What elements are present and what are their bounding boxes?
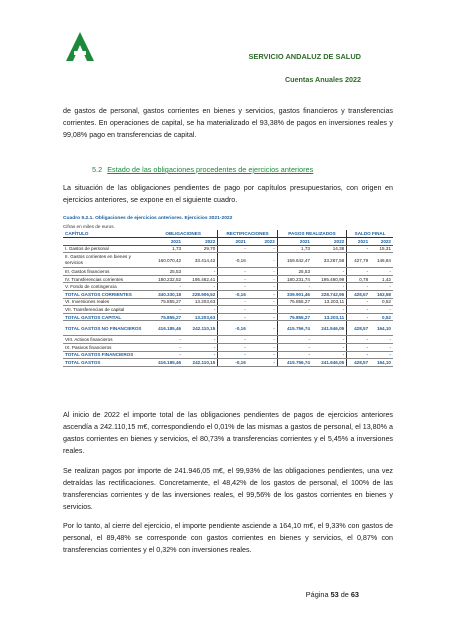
table-cell: 0,78 [347, 275, 370, 283]
table-cell: - [312, 336, 347, 344]
table-cell: - [183, 268, 218, 276]
table-cell: 416.185,46 [149, 321, 183, 336]
table-cell: 0,52 [370, 298, 393, 306]
section-number: 5.2 [92, 165, 103, 174]
table-cell: 241.946,05 [312, 321, 347, 336]
table-cell: 339.901,46 [277, 291, 312, 299]
paragraph-summary-initial: Al inicio de 2022 el importe total de las obligaciones pendientes de pagos de ejercicios anteriores ascendía a 242.110,15 m€, correspondiendo el 0,01% de las mismas a gastos de personal, el 13,80% a gastos corrientes en bienes y servicios, el 80,73% a transferencias corrientes y el 5,45% a inversiones reales. [63, 411, 393, 455]
table-cell: - [248, 275, 278, 283]
table-cell: 29,70 [183, 245, 218, 253]
table-cell: - [218, 313, 248, 321]
table-cell: - [347, 268, 370, 276]
table-total-row [63, 291, 393, 299]
table-total-row [63, 313, 393, 321]
table-cell: 242.110,15 [183, 359, 218, 367]
table-row [63, 275, 393, 283]
table-cell: - [218, 245, 248, 253]
row-label: II. Gastos corrientes en bienes y servicios [63, 253, 149, 268]
table-cell: - [248, 253, 278, 268]
table-cell: 14,38 [312, 245, 347, 253]
table-caption: Cuadro 5.2.1. Obligaciones de ejercicios anteriores. Ejercicios 2021-2022 [63, 216, 233, 221]
table-cell: 428,57 [347, 291, 370, 299]
table-cell: - [183, 283, 218, 291]
table-cell: - [347, 351, 370, 359]
table-cell: - [218, 283, 248, 291]
table-cell: 180.231,74 [277, 275, 312, 283]
row-label: IX. Pasivos financieros [63, 344, 149, 352]
row-label: TOTAL GASTOS [63, 359, 149, 367]
table-cell: 33.414,42 [183, 253, 218, 268]
table-cell: - [248, 283, 278, 291]
table-cell: - [218, 268, 248, 276]
year-header: 2021 [277, 238, 312, 246]
table-cell: 13.203,11 [312, 313, 347, 321]
paragraph-intro: La situación de las obligaciones pendientes de pago por capítulos presupuestarios, con origen en ejercicios anteriores, se expone en el siguiente cuadro. [63, 184, 393, 204]
table-cell: 195.460,99 [312, 275, 347, 283]
header-report: Cuentas Anuales 2022 [284, 75, 361, 84]
table-cell: - [370, 344, 393, 352]
table-cell: 228.906,52 [183, 291, 218, 299]
row-label: TOTAL GASTOS CORRIENTES [63, 291, 149, 299]
row-label: IV. Transferencias corrientes [63, 275, 149, 283]
table-cell: 241.946,05 [312, 359, 347, 367]
table-cell: - [218, 306, 248, 314]
row-label: VII. Transferencias de capital [63, 306, 149, 314]
table-cell: - [347, 245, 370, 253]
table-cell: 13.203,63 [183, 298, 218, 306]
table-cell: 415.756,74 [277, 359, 312, 367]
table-cell: 416.185,46 [149, 359, 183, 367]
table-cell: 164,10 [370, 321, 393, 336]
obligations-table [63, 230, 393, 367]
table-cell: - [347, 344, 370, 352]
table-cell: - [218, 351, 248, 359]
table-units: Cifras en miles de euros. [63, 224, 115, 229]
table-cell: - [277, 351, 312, 359]
table-cell: - [248, 306, 278, 314]
table-cell: - [149, 351, 183, 359]
table-cell: 415.756,74 [277, 321, 312, 336]
col-capitulo: CAPÍTULO [63, 230, 149, 238]
table-cell: 159.642,47 [277, 253, 312, 268]
table-row [63, 298, 393, 306]
table-cell: - [218, 344, 248, 352]
table-row [63, 253, 393, 268]
table-total-row [63, 351, 393, 359]
table-cell: - [183, 351, 218, 359]
table-cell: 1,73 [277, 245, 312, 253]
col-saldo: SALDO FINAL [347, 230, 393, 238]
table-cell: 340.330,18 [149, 291, 183, 299]
table-cell: 75.855,27 [149, 298, 183, 306]
table-total-row [63, 359, 393, 367]
table-cell: 242.110,15 [183, 321, 218, 336]
table-cell: - [183, 344, 218, 352]
current-page: 53 [330, 590, 339, 599]
row-label: TOTAL GASTOS FINANCIEROS [63, 351, 149, 359]
row-label: TOTAL GASTOS CAPITAL [63, 313, 149, 321]
table-cell: 13.203,11 [312, 298, 347, 306]
table-cell: - [370, 351, 393, 359]
page-number: Página 53 de 63 [305, 590, 359, 599]
row-label: III. Gastos financieros [63, 268, 149, 276]
table-cell: - [347, 306, 370, 314]
row-label: VIII. Activos financieros [63, 336, 149, 344]
table-cell: - [183, 336, 218, 344]
year-header: 2022 [248, 238, 278, 246]
table-cell: 75.855,27 [149, 313, 183, 321]
table-cell: - [183, 306, 218, 314]
row-label: VI. Inversiones reales [63, 298, 149, 306]
table-cell: - [370, 306, 393, 314]
table-cell: 1,73 [149, 245, 183, 253]
table-cell: - [248, 268, 278, 276]
table-cell: - [248, 291, 278, 299]
row-label: I. Gastos de personal [63, 245, 149, 253]
table-cell: - [370, 283, 393, 291]
year-header: 2022 [312, 238, 347, 246]
year-header: 2022 [183, 238, 218, 246]
table-cell: - [277, 283, 312, 291]
junta-andalucia-logo [63, 31, 97, 63]
col-obligaciones: OBLIGACIONES [149, 230, 218, 238]
table-cell: 75.855,27 [277, 313, 312, 321]
table-cell: - [149, 336, 183, 344]
table-cell: 163,58 [370, 291, 393, 299]
year-header: 2021 [218, 238, 248, 246]
table-cell: 160.070,42 [149, 253, 183, 268]
table-row [63, 344, 393, 352]
table-row [63, 336, 393, 344]
col-pagos: PAGOS REALIZADOS [277, 230, 346, 238]
table-cell: - [248, 245, 278, 253]
table-cell: - [218, 298, 248, 306]
table-cell: 180.232,52 [149, 275, 183, 283]
table-cell: - [277, 306, 312, 314]
total-pages: 63 [350, 590, 359, 599]
table-cell: - [248, 359, 278, 367]
table-cell: - [312, 351, 347, 359]
table-cell: 15,31 [370, 245, 393, 253]
table-cell: - [149, 283, 183, 291]
table-cell: -0,16 [218, 359, 248, 367]
table-cell: - [370, 268, 393, 276]
paragraph-top: de gastos de personal, gastos corrientes en bienes y servicios, gastos financieros y transferencias corrientes. En operaciones de capital, se ha materializado el 93,38% de pagos en inversiones reales y 99,08% pago en transferencias de capital. [63, 107, 393, 139]
table-cell: 75.855,27 [277, 298, 312, 306]
table-cell: - [277, 336, 312, 344]
table-cell: - [149, 306, 183, 314]
table-row [63, 306, 393, 314]
header-org: SERVICIO ANDALUZ DE SALUD [248, 52, 361, 61]
table-cell: -0,16 [218, 253, 248, 268]
row-label: TOTAL GASTOS NO FINANCIEROS [63, 321, 149, 336]
table-cell: - [248, 298, 278, 306]
table-cell: - [312, 344, 347, 352]
section-title: Estado de las obligaciones procedentes de ejercicios anteriores [107, 165, 314, 174]
table-cell: - [312, 306, 347, 314]
table-cell: 1,42 [370, 275, 393, 283]
table-cell: - [248, 313, 278, 321]
table-row [63, 283, 393, 291]
table-cell: - [218, 275, 248, 283]
table-total-row [63, 321, 393, 336]
table-cell: 25,53 [277, 268, 312, 276]
table-row [63, 268, 393, 276]
table-cell: - [347, 336, 370, 344]
table-cell: 428,57 [347, 321, 370, 336]
table-cell: - [277, 344, 312, 352]
table-cell: - [248, 351, 278, 359]
year-header: 2021 [347, 238, 370, 246]
paragraph-summary-payments: Se realizan pagos por importe de 241.946,05 m€, el 99,93% de las obligaciones pendientes, una vez detraídas las rectificaciones. Concretamente, el 48,42% de los gastos de personal, el 100% de las transferencias corrientes y de las inversiones reales, el 99,56% de los gastos corrientes en bienes y servicios. [63, 467, 393, 511]
table-cell: - [218, 336, 248, 344]
table-cell: - [248, 344, 278, 352]
table-cell: 228.742,95 [312, 291, 347, 299]
year-header: 2021 [149, 238, 183, 246]
table-cell: - [347, 298, 370, 306]
table-cell: 195.462,41 [183, 275, 218, 283]
table-cell: 25,53 [149, 268, 183, 276]
col-rectificaciones: RECTIFICACIONES [218, 230, 277, 238]
table-cell: -0,16 [218, 291, 248, 299]
table-cell: - [149, 344, 183, 352]
table-cell: 33.267,58 [312, 253, 347, 268]
table-cell: - [248, 321, 278, 336]
section-heading [92, 165, 313, 174]
table-cell: - [312, 283, 347, 291]
table-row [63, 245, 393, 253]
table-cell: 428,57 [347, 359, 370, 367]
table-cell: - [312, 268, 347, 276]
row-label: V. Fondo de contingencia [63, 283, 149, 291]
table-cell: 0,52 [370, 313, 393, 321]
table-cell: - [370, 336, 393, 344]
table-cell: 427,79 [347, 253, 370, 268]
table-cell: 146,84 [370, 253, 393, 268]
table-cell: 164,10 [370, 359, 393, 367]
table-cell: - [347, 313, 370, 321]
table-cell: - [347, 283, 370, 291]
paragraph-summary-closing: Por lo tanto, al cierre del ejercicio, el importe pendiente asciende a 164,10 m€, el 9,33% con gastos de personal, el 89,48% se corresponde con gastos corrientes en bienes y servicios, el 0,87% con transferencias corrientes y el 0,32% con inversiones reales. [63, 522, 393, 554]
table-cell: -0,16 [218, 321, 248, 336]
table-cell: 13.203,63 [183, 313, 218, 321]
year-header: 2022 [370, 238, 393, 246]
table-cell: - [248, 336, 278, 344]
